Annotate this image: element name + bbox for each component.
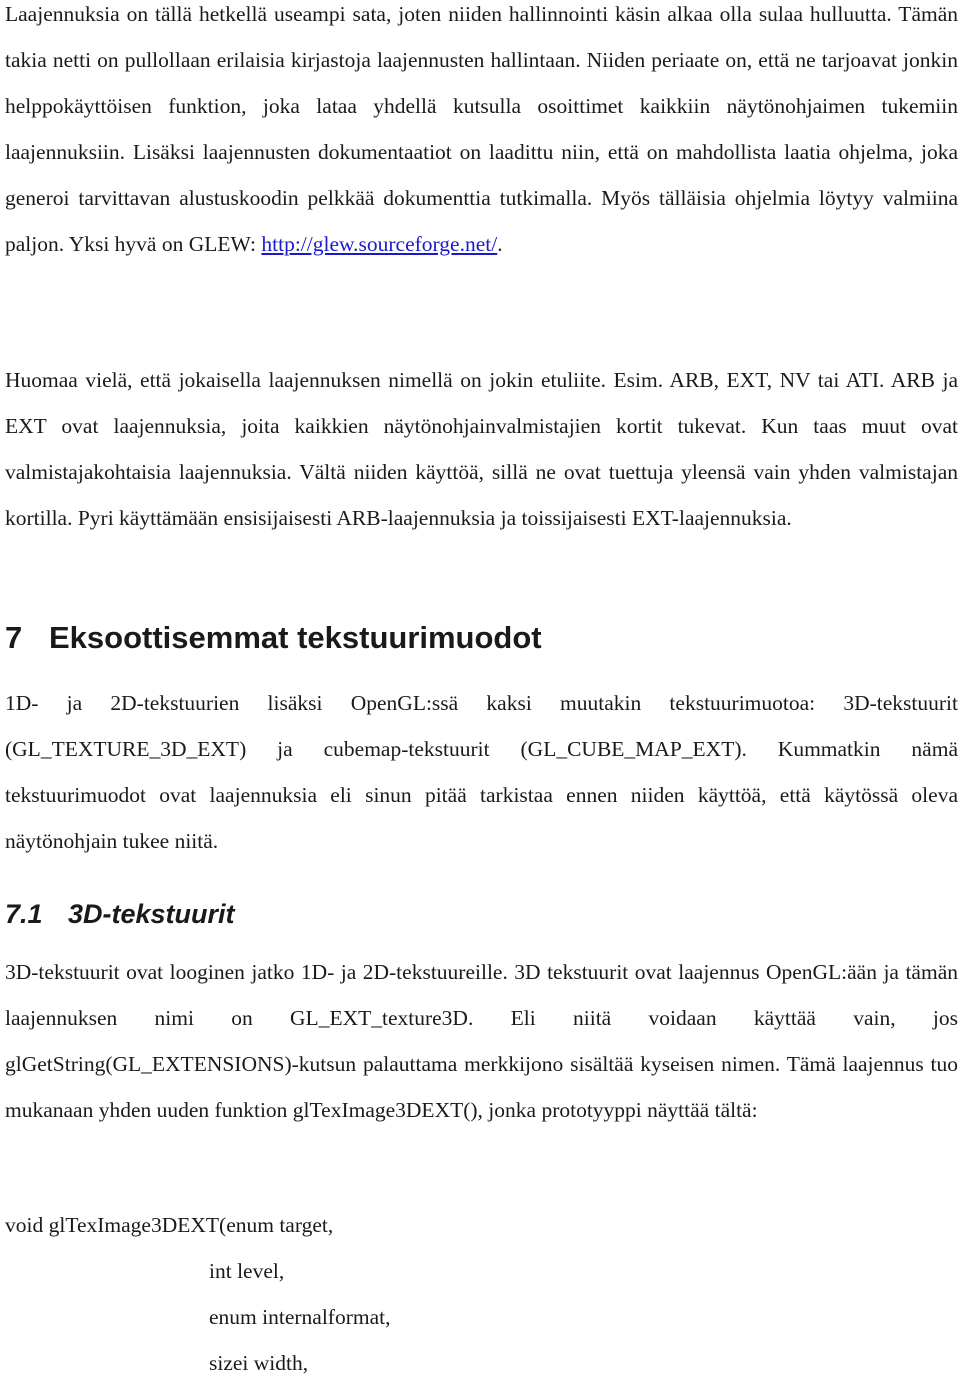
paragraph-text: Laajennuksia on tällä hetkellä useampi sata, joten niiden hallinnointi käsin alkaa olla sulaa hulluutta. Tämän takia netti on pullollaan erilaisia kirjastoja laajennusten hallintaan. Niiden periaate on, että ne tarjoavat jonkin helppokäyttöisen funktion, joka lataa yhdellä kutsulla osoittimet kaikkiin näytönohjaimen tukemiin laajennuksiin. Lisäksi laajennusten dokumentaatiot on laadittu niin, että on mahdollista laatia ohjelma, joka generoi tarvittavan alustuskoodin pelkkää dokumenttia tutkimalla. Myös tälläisia ohjelmia löytyy valmiina paljon. Yksi hyvä on GLEW: [5,2,958,256]
section-heading [5,615,542,661]
code-line: sizei width, [209,1351,309,1375]
code-line: enum internalformat, [209,1305,391,1329]
paragraph-extension-libraries [5,0,958,267]
code-line: int level, [209,1259,285,1283]
glew-link[interactable]: http://glew.sourceforge.net/ [261,232,498,256]
subsection-title: 3D-tekstuurit [68,899,235,929]
subsection-heading [5,891,235,937]
paragraph-texture-formats: 1D- ja 2D-tekstuurien lisäksi OpenGL:ssä kaksi muutakin tekstuurimuotoa: 3D-tekstuurit (GL_TEXTURE_3D_EXT) ja cubemap-tekstuurit (GL_CUBE_MAP_EXT). Kummatkin nämä tekstuurimuodot ovat laajennuksia eli sinun pitää tarkistaa ennen niiden käyttöä, että käytössä oleva näytönohjain tukee niitä. [5,691,958,853]
code-line: void glTexImage3DEXT(enum target, [5,1213,334,1237]
code-prototype [5,1202,905,1386]
section-title: Eksoottisemmat tekstuurimuodot [49,620,542,655]
subsection-number: 7.1 [5,899,43,929]
paragraph-3d-textures: 3D-tekstuurit ovat looginen jatko 1D- ja 2D-tekstuureille. 3D tekstuurit ovat laajennus OpenGL:ään ja tämän laajennuksen nimi on GL_EXT_texture3D. Eli niitä voidaan käyttää vain, jos glGetString(GL_EXTENSIONS)-kutsun palauttama merkkijono sisältää kyseisen nimen. Tämä laajennus tuo mukanaan yhden uuden funktion glTexImage3DEXT(), jonka prototyyppi näyttää tältä: [5,960,958,1122]
section-number: 7 [5,620,23,655]
paragraph-extension-prefixes: Huomaa vielä, että jokaisella laajennuksen nimellä on jokin etuliite. Esim. ARB, EXT, NV tai ATI. ARB ja EXT ovat laajennuksia, joita kaikkien näytönohjainvalmistajien kortit tukevat. Kun taas muut ovat valmistajakohtaisia laajennuksia. Vältä niiden käyttöä, sillä ne ovat tuettuja yleensä vain yhden valmistajan kortilla. Pyri käyttämään ensisijaisesti ARB-laajennuksia ja toissijaisesti EXT-laajennuksia. [5,368,958,530]
paragraph-end: . [497,232,503,256]
